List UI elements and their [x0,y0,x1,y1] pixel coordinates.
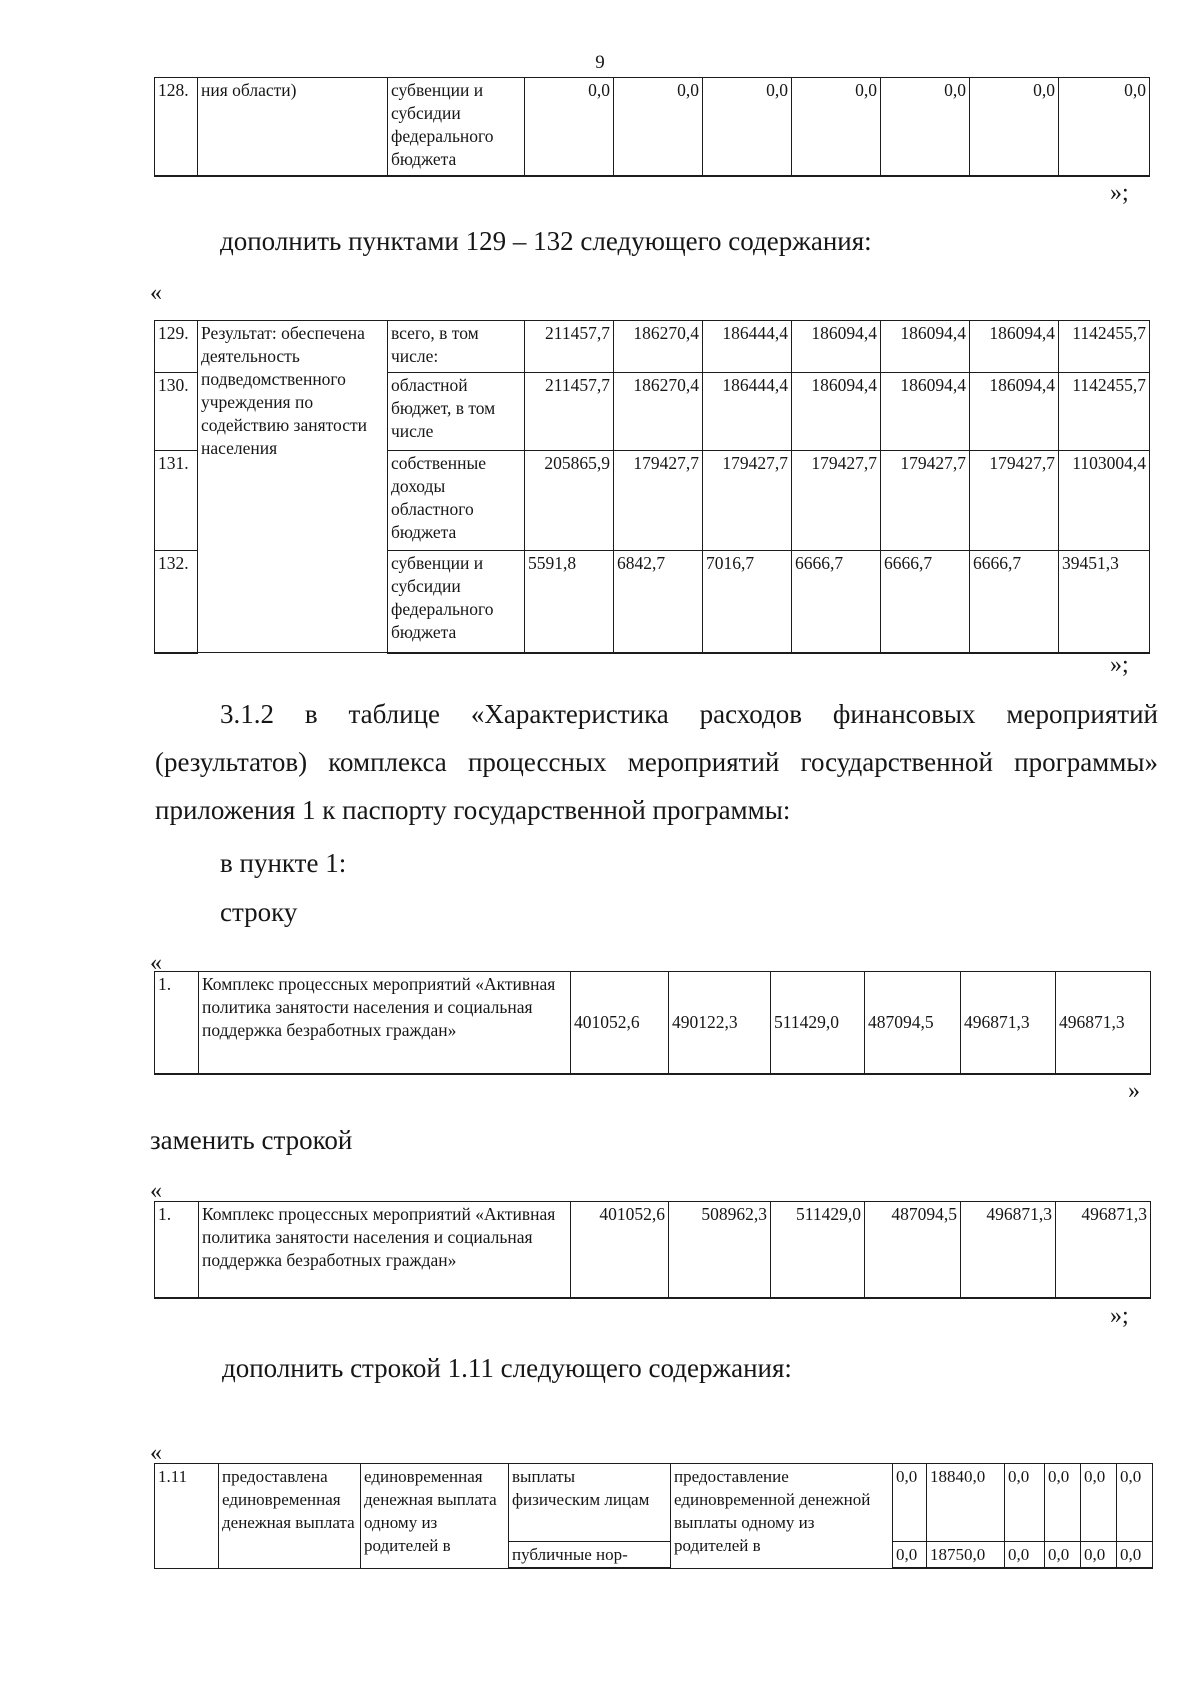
value-cell: 186094,4 [970,321,1059,373]
closing-quote: » [1128,1078,1140,1104]
funding-source: субвенции и субсидии федерального бюджета [388,78,525,177]
funding-source: всего, в том числе: [388,321,525,373]
opening-quote: « [150,1440,162,1466]
table-row-128 [154,77,1150,177]
value-cell: 0,0 [614,78,703,177]
value-cell: 0,0 [970,78,1059,177]
value-cell: 7016,7 [703,551,792,653]
row-number: 1. [155,972,199,1075]
opening-quote: « [150,280,162,306]
value-cell: 0,0 [893,1464,927,1542]
instruction-paragraph: в пункте 1: [220,848,347,878]
table-old-row [154,971,1151,1075]
value-cell: 179427,7 [614,451,703,551]
table-row [155,1202,1151,1299]
funding-source: областной бюджет, в том числе [388,373,525,451]
value-cell: 205865,9 [525,451,614,551]
table-rows-129-132 [154,320,1150,654]
table-row [155,972,1151,1075]
table-row-1-11 [154,1463,1153,1569]
value-cell: 490122,3 [669,972,771,1075]
value-cell: 5591,8 [525,551,614,653]
value-cell: 179427,7 [703,451,792,551]
paragraph-text: 3.1.2 в таблице «Характеристика расходов финансовых мероприятий (результатов) комплекса процессных мероприятий государственной программы» приложения 1 к паспорту государственной программы: [155,699,1158,825]
table-row [155,78,1150,177]
value-cell: 496871,3 [1056,972,1151,1075]
value-cell: 6842,7 [614,551,703,653]
expense-type: выплаты физическим лицам [509,1464,671,1542]
value-cell: 0,0 [1059,78,1150,177]
result-description: Результат: обеспечена деятельность подведомственного учреждения по содействию занятости населения [198,321,388,653]
value-cell: 511429,0 [771,1202,865,1299]
value-cell: 179427,7 [792,451,881,551]
opening-quote: « [150,1178,162,1204]
value-cell: 0,0 [792,78,881,177]
value-cell: 211457,7 [525,373,614,451]
page-number: 9 [595,52,605,73]
funding-source: собственные доходы областного бюджета [388,451,525,551]
table-row [155,321,1150,373]
value-cell: 211457,7 [525,321,614,373]
value-cell: 179427,7 [970,451,1059,551]
value-cell: 0,0 [1117,1542,1153,1569]
closing-quote: »; [1110,652,1129,678]
value-cell: 0,0 [1005,1542,1045,1569]
row-number: 128. [155,78,198,177]
value-cell: 18750,0 [927,1542,1005,1569]
value-cell: 0,0 [1045,1542,1081,1569]
value-cell: 511429,0 [771,972,865,1075]
value-cell: 186094,4 [792,373,881,451]
row-name: Комплекс процессных мероприятий «Активная политика занятости населения и социальная поддержка безработных граждан» [199,972,571,1075]
value-cell: 487094,5 [865,972,961,1075]
value-cell: 1142455,7 [1059,321,1150,373]
value-cell: 186270,4 [614,373,703,451]
value-cell: 0,0 [1117,1464,1153,1542]
value-cell: 18840,0 [927,1464,1005,1542]
instruction-paragraph: дополнить пунктами 129 – 132 следующего содержания: [220,226,872,256]
value-cell: 508962,3 [669,1202,771,1299]
value-cell: 0,0 [1045,1464,1081,1542]
value-cell: 6666,7 [792,551,881,653]
value-cell: 179427,7 [881,451,970,551]
closing-quote: »; [1110,1303,1129,1329]
row-number: 132. [155,551,198,653]
value-cell: 496871,3 [1056,1202,1151,1299]
value-cell: 1103004,4 [1059,451,1150,551]
event-name: единовременная денежная выплата одному из родителей в [361,1464,509,1569]
value-cell: 401052,6 [571,972,669,1075]
row-name: ния области) [198,78,388,177]
value-cell: 496871,3 [961,972,1056,1075]
instruction-paragraph: строку [220,897,298,927]
value-cell: 0,0 [525,78,614,177]
value-cell: 0,0 [893,1542,927,1569]
instruction-paragraph: дополнить строкой 1.11 следующего содержания: [222,1353,792,1383]
table-row [155,1464,1153,1542]
value-cell: 186094,4 [881,373,970,451]
value-cell: 0,0 [1081,1542,1117,1569]
opening-quote: « [150,950,162,976]
value-cell: 39451,3 [1059,551,1150,653]
row-number: 1. [155,1202,199,1299]
result-description: предоставление единовременной денежной выплаты одному из родителей в [671,1464,893,1569]
instruction-paragraph [155,690,1158,834]
value-cell: 0,0 [703,78,792,177]
value-cell: 186094,4 [792,321,881,373]
value-cell: 401052,6 [571,1202,669,1299]
row-name: Комплекс процессных мероприятий «Активная политика занятости населения и социальная поддержка безработных граждан» [199,1202,571,1299]
result-name: предоставлена единовременная денежная выплата [219,1464,361,1569]
value-cell: 0,0 [1005,1464,1045,1542]
value-cell: 0,0 [881,78,970,177]
value-cell: 0,0 [1081,1464,1117,1542]
instruction-paragraph: заменить строкой [150,1125,353,1155]
value-cell: 186094,4 [881,321,970,373]
value-cell: 186270,4 [614,321,703,373]
value-cell: 496871,3 [961,1202,1056,1299]
value-cell: 1142455,7 [1059,373,1150,451]
value-cell: 186094,4 [970,373,1059,451]
value-cell: 186444,4 [703,373,792,451]
row-number: 130. [155,373,198,451]
value-cell: 6666,7 [881,551,970,653]
expense-type: публичные нор- [509,1542,671,1569]
table-new-row [154,1201,1151,1299]
row-number: 1.11 [155,1464,219,1569]
row-number: 131. [155,451,198,551]
closing-quote: »; [1110,180,1129,206]
value-cell: 6666,7 [970,551,1059,653]
value-cell: 487094,5 [865,1202,961,1299]
value-cell: 186444,4 [703,321,792,373]
funding-source: субвенции и субсидии федерального бюджета [388,551,525,653]
row-number: 129. [155,321,198,373]
